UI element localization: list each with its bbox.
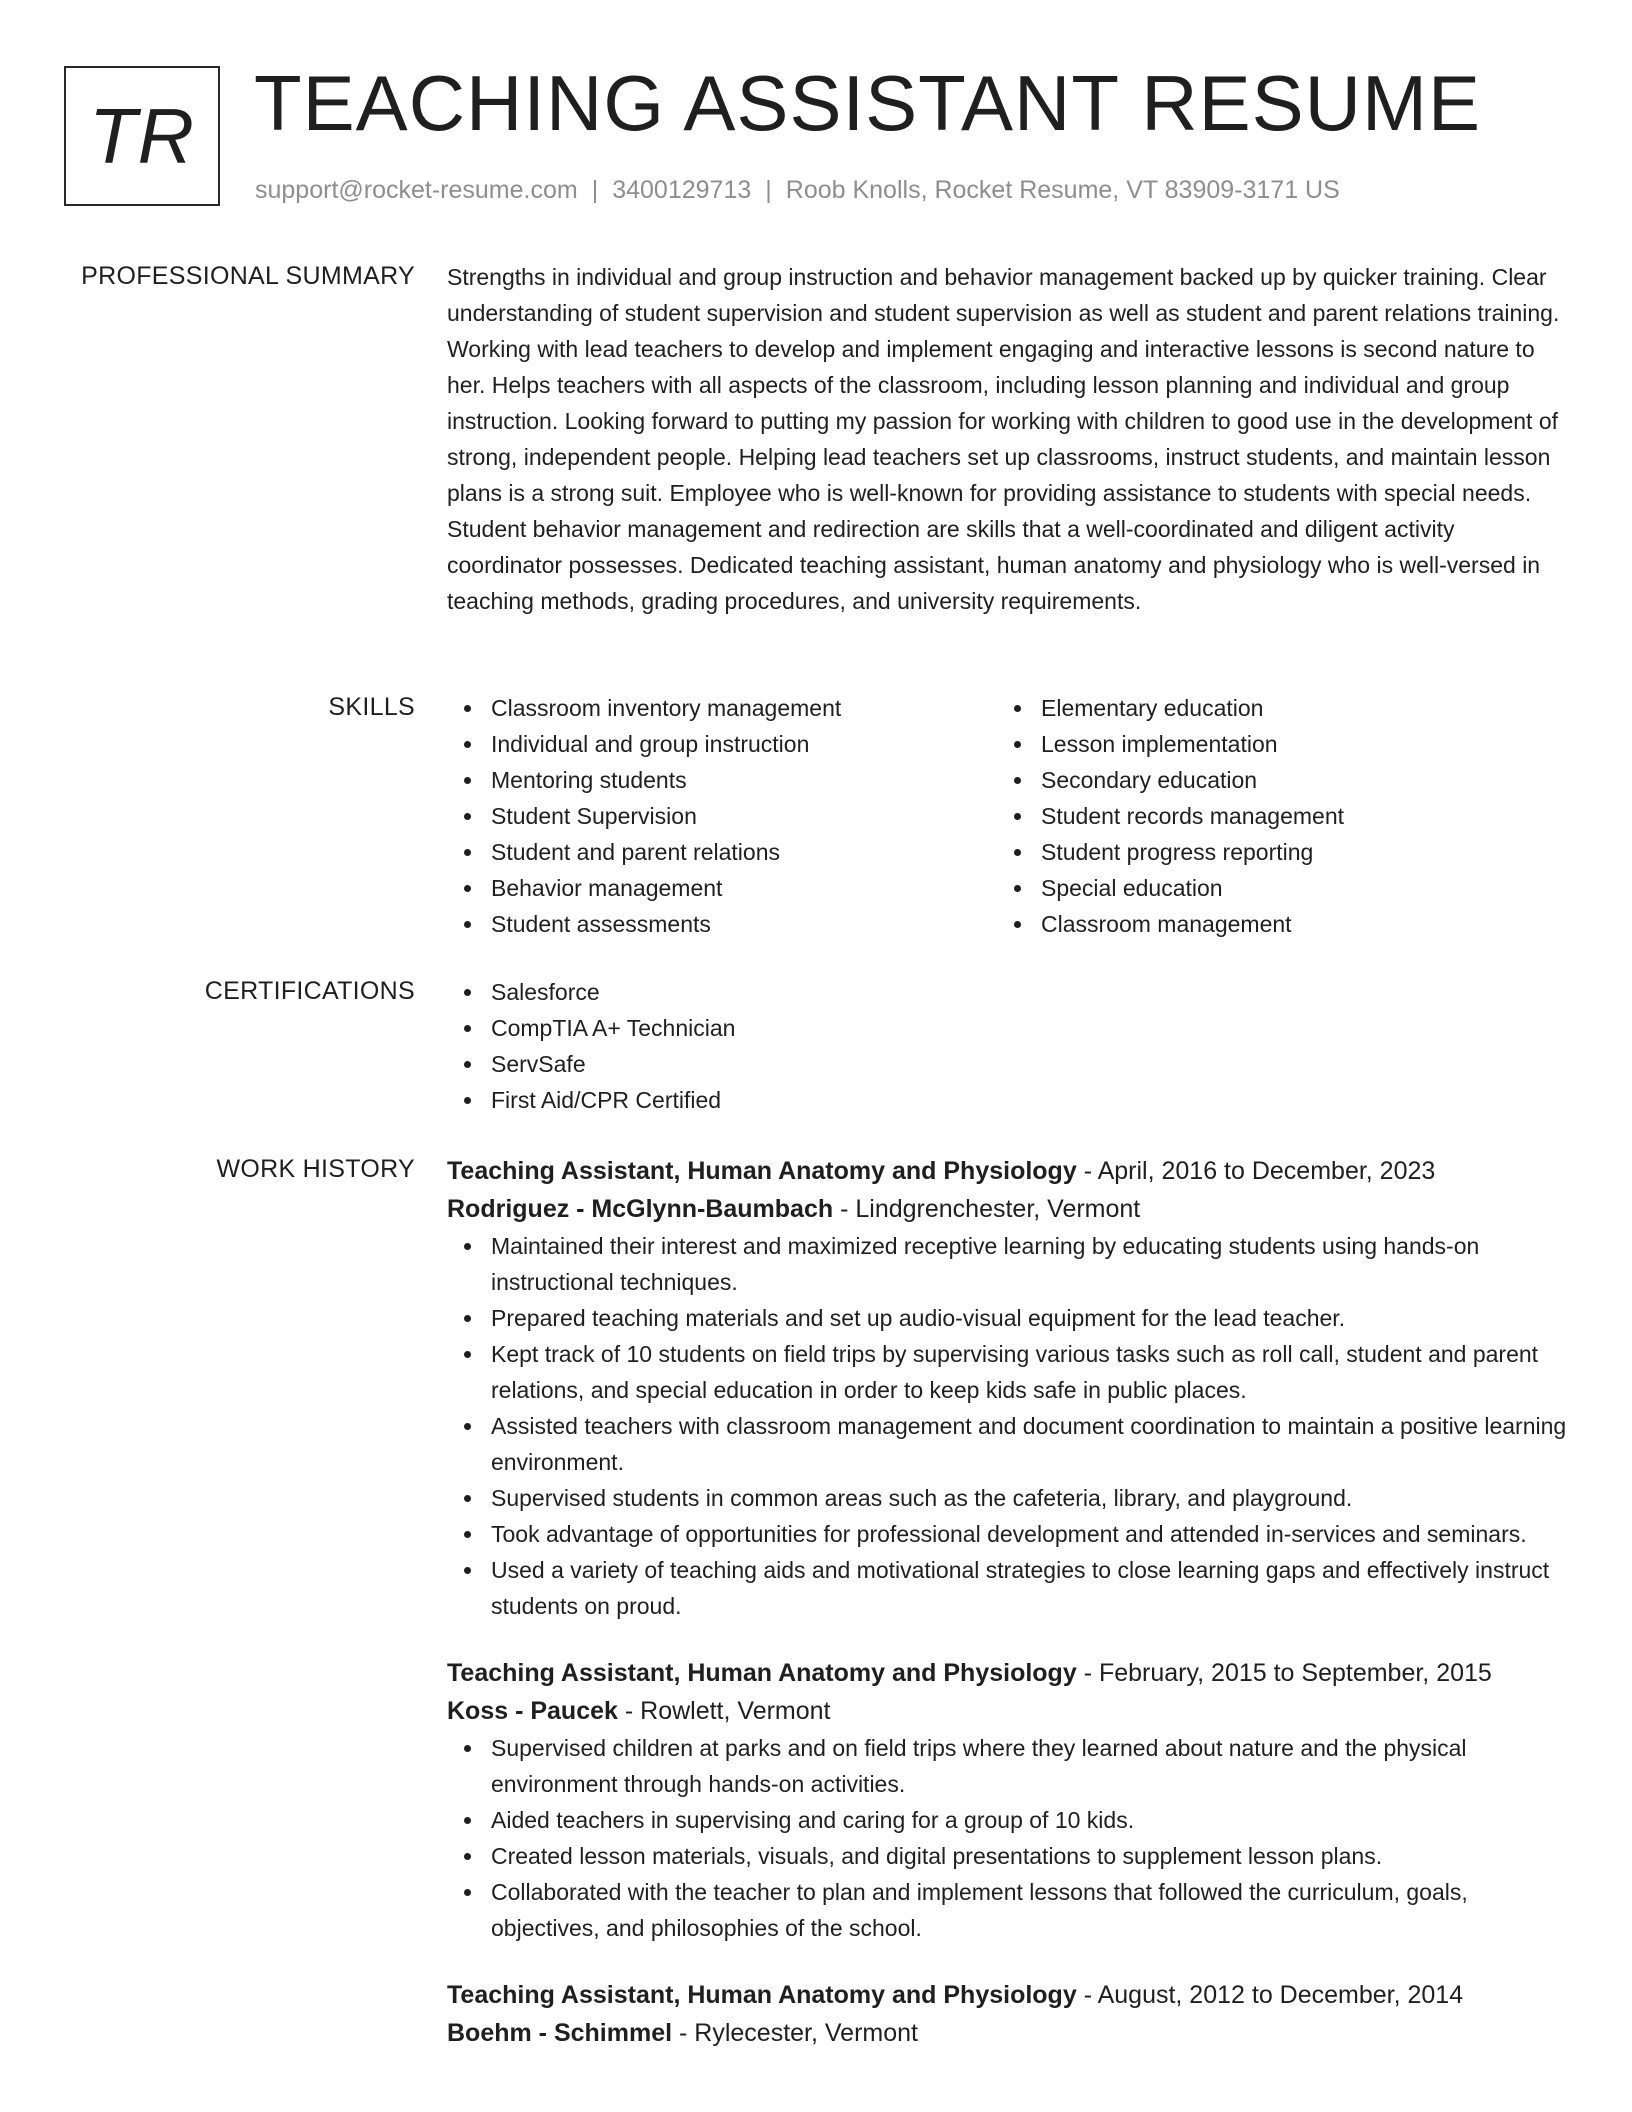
contact-email: support@rocket-resume.com (255, 176, 578, 204)
skills-body (447, 690, 1567, 942)
job-company-line (447, 1692, 1567, 1730)
certifications-list (447, 974, 1567, 1118)
list-item: Student and parent relations (447, 834, 997, 870)
section-heading-work-history: WORK HISTORY (216, 1155, 415, 1183)
list-item: Behavior management (447, 870, 997, 906)
job-title: Teaching Assistant, Human Anatomy and Physiology (447, 1157, 1077, 1185)
job-company: Rodriguez - McGlynn-Baumbach (447, 1195, 834, 1223)
list-item: Supervised students in common areas such as the cafeteria, library, and playground. (447, 1480, 1567, 1516)
list-item: Secondary education (997, 762, 1547, 798)
summary-text: Strengths in individual and group instruction and behavior management backed up by quicker training. Clear understanding of student supervision and student supervision as well as student and parent relations training. Working with lead teachers to develop and implement engaging and interactive lessons is second nature to her. Helps teachers with all aspects of the classroom, including lesson planning and individual and group instruction. Looking forward to putting my passion for working with children to good use in the development of strong, independent people. Helping lead teachers set up classrooms, instruct students, and maintain lesson plans is a strong suit. Employee who is well-known for providing assistance to students with special needs. Student behavior management and redirection are skills that a well-coordinated and diligent activity coordinator possesses. Dedicated teaching assistant, human anatomy and physiology who is well-versed in teaching methods, grading procedures, and university requirements. (447, 264, 1560, 614)
contact-separator: | (591, 176, 599, 204)
list-item: Student assessments (447, 906, 997, 942)
job-dates: - April, 2016 to December, 2023 (1076, 1157, 1436, 1185)
contact-address: Roob Knolls, Rocket Resume, VT 83909-3171 US (785, 176, 1340, 204)
list-item: Collaborated with the teacher to plan and implement lessons that followed the curriculum, goals, objectives, and philosophies of the school. (447, 1874, 1567, 1946)
job-title-line (447, 1654, 1567, 1692)
job-company-line (447, 2014, 1567, 2052)
job-entry (447, 1654, 1567, 1946)
work-history-body (447, 1152, 1567, 2082)
contact-phone: 3400129713 (612, 176, 752, 204)
list-item: First Aid/CPR Certified (447, 1082, 1567, 1118)
list-item: Kept track of 10 students on field trips by supervising various tasks such as roll call, student and parent relations, and special education in order to keep kids safe in public places. (447, 1336, 1567, 1408)
job-location: - Rowlett, Vermont (617, 1697, 831, 1725)
list-item: Used a variety of teaching aids and motivational strategies to close learning gaps and effectively instruct students on proud. (447, 1552, 1567, 1624)
page-title: TEACHING ASSISTANT RESUME (254, 59, 1481, 147)
list-item: Student records management (997, 798, 1547, 834)
job-title: Teaching Assistant, Human Anatomy and Physiology (447, 1659, 1077, 1687)
summary-body (447, 259, 1567, 619)
skills-list-right (997, 690, 1547, 942)
list-item: Special education (997, 870, 1547, 906)
job-company-line (447, 1190, 1567, 1228)
job-duties-list (447, 1228, 1567, 1624)
certifications-body (447, 974, 1567, 1118)
list-item: Maintained their interest and maximized receptive learning by educating students using hands-on instructional techniques. (447, 1228, 1567, 1300)
list-item: CompTIA A+ Technician (447, 1010, 1567, 1046)
list-item: Elementary education (997, 690, 1547, 726)
monogram-box (64, 66, 220, 206)
job-entry (447, 1152, 1567, 1624)
job-location: - Lindgrenchester, Vermont (833, 1195, 1141, 1223)
list-item: Student progress reporting (997, 834, 1547, 870)
job-title: Teaching Assistant, Human Anatomy and Physiology (447, 1981, 1077, 2009)
job-dates: - August, 2012 to December, 2014 (1076, 1981, 1464, 2009)
job-entry (447, 1976, 1567, 2052)
job-duties-list (447, 1730, 1567, 1946)
list-item: Took advantage of opportunities for professional development and attended in-services and seminars. (447, 1516, 1567, 1552)
contact-separator: | (765, 176, 772, 204)
list-item: Aided teachers in supervising and caring for a group of 10 kids. (447, 1802, 1567, 1838)
list-item: Individual and group instruction (447, 726, 997, 762)
job-title-line (447, 1976, 1567, 2014)
list-item: Student Supervision (447, 798, 997, 834)
list-item: Created lesson materials, visuals, and digital presentations to supplement lesson plans. (447, 1838, 1567, 1874)
list-item: Assisted teachers with classroom management and document coordination to maintain a positive learning environment. (447, 1408, 1567, 1480)
monogram-initials: TR (89, 91, 195, 180)
list-item: Prepared teaching materials and set up audio-visual equipment for the lead teacher. (447, 1300, 1567, 1336)
list-item: Classroom management (997, 906, 1547, 942)
job-title-line (447, 1152, 1567, 1190)
job-dates: - February, 2015 to September, 2015 (1076, 1659, 1492, 1687)
skills-list-left (447, 690, 997, 942)
job-company: Boehm - Schimmel (447, 2019, 673, 2047)
section-heading-certifications: CERTIFICATIONS (204, 977, 415, 1005)
contact-line (255, 175, 1340, 205)
section-heading-summary: PROFESSIONAL SUMMARY (81, 262, 415, 290)
list-item: Salesforce (447, 974, 1567, 1010)
list-item: ServSafe (447, 1046, 1567, 1082)
job-location: - Rylecester, Vermont (672, 2019, 918, 2047)
list-item: Mentoring students (447, 762, 997, 798)
job-company: Koss - Paucek (447, 1697, 618, 1725)
list-item: Classroom inventory management (447, 690, 997, 726)
section-heading-skills: SKILLS (328, 693, 415, 721)
list-item: Lesson implementation (997, 726, 1547, 762)
list-item: Supervised children at parks and on field trips where they learned about nature and the physical environment through hands-on activities. (447, 1730, 1567, 1802)
